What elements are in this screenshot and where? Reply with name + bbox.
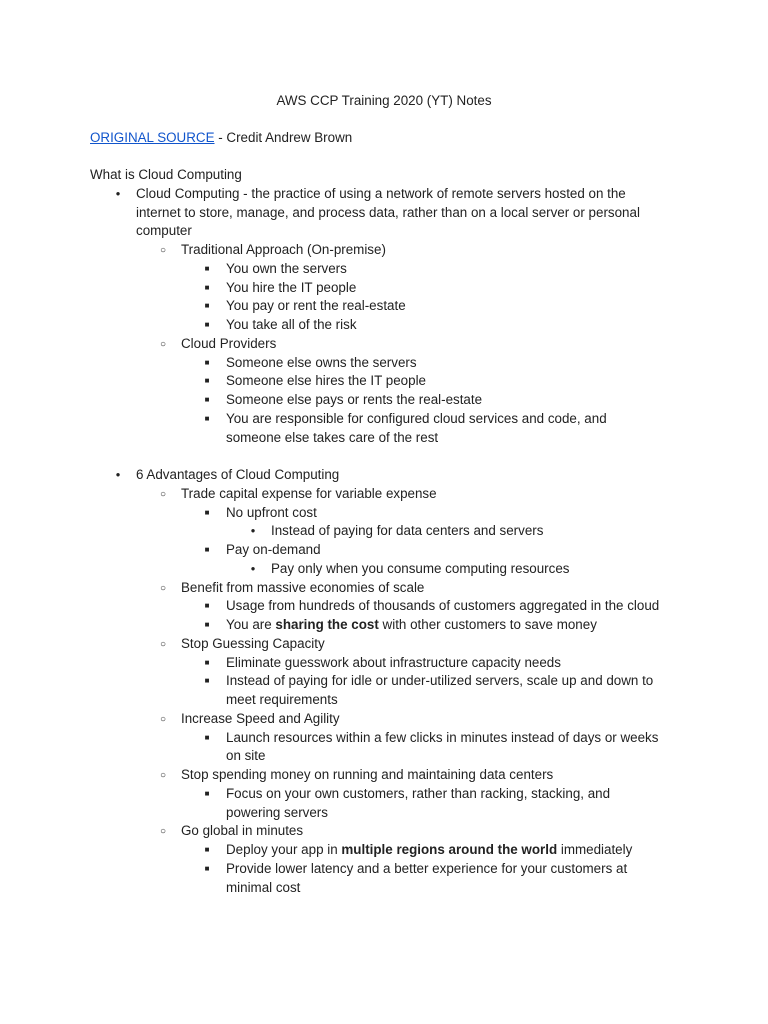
list-item: You hire the IT people: [226, 280, 357, 295]
bullet-circle-icon: [157, 485, 169, 505]
list-item: Someone else hires the IT people: [226, 373, 426, 388]
list-item: You own the servers: [226, 261, 347, 276]
bullet-square-icon: [201, 841, 213, 860]
bullet-square-icon: [201, 354, 213, 373]
list-item: You take all of the risk: [226, 317, 357, 332]
bold-text: multiple regions around the world: [341, 842, 558, 857]
advantage-4: Increase Speed and Agility: [181, 711, 340, 726]
list-item: Eliminate guesswork about infrastructure capacity needs: [226, 655, 561, 670]
bullet-circle-icon: [157, 335, 169, 355]
section-heading: What is Cloud Computing: [90, 167, 242, 182]
bullet-square-icon: [201, 410, 213, 429]
list-item-regions: [226, 841, 632, 860]
list-item-continuation: minimal cost: [226, 880, 301, 895]
cloud-providers: Cloud Providers: [181, 336, 277, 351]
list-item: Focus on your own customers, rather than racking, stacking, and: [226, 786, 611, 801]
list-item: Provide lower latency and a better experience for your customers at: [226, 861, 628, 876]
bullet-square-icon: [201, 279, 213, 298]
list-item-sharing-cost: [226, 616, 597, 635]
bullet-circle-icon: [157, 822, 169, 842]
bullet-circle-icon: [157, 635, 169, 655]
bullet-square-icon: [201, 616, 213, 635]
bullet-square-icon: [201, 541, 213, 560]
bullet-disc-icon: [247, 560, 259, 579]
list-item: Pay on-demand: [226, 542, 321, 557]
source-line: [90, 129, 352, 148]
document-title: AWS CCP Training 2020 (YT) Notes: [276, 93, 492, 108]
list-item: Someone else owns the servers: [226, 355, 417, 370]
list-item-continuation: meet requirements: [226, 692, 338, 707]
bold-text: sharing the cost: [275, 617, 379, 632]
bullet-square-icon: [201, 260, 213, 279]
bullet-square-icon: [201, 729, 213, 748]
definition-line-3: computer: [136, 223, 192, 238]
advantages-heading: 6 Advantages of Cloud Computing: [136, 467, 340, 482]
bullet-square-icon: [201, 860, 213, 879]
list-item: No upfront cost: [226, 505, 317, 520]
bullet-disc-icon: [112, 466, 124, 485]
list-subitem: Instead of paying for data centers and servers: [271, 523, 544, 538]
bullet-disc-icon: [247, 522, 259, 541]
bullet-square-icon: [201, 391, 213, 410]
list-item-continuation: powering servers: [226, 805, 328, 820]
list-subitem: Pay only when you consume computing resources: [271, 561, 570, 576]
text-run: Deploy your app in: [226, 842, 342, 857]
list-item: Someone else pays or rents the real-estate: [226, 392, 483, 407]
advantage-6: Go global in minutes: [181, 823, 304, 838]
list-item: Instead of paying for idle or under-utilized servers, scale up and down to: [226, 673, 654, 688]
bullet-square-icon: [201, 785, 213, 804]
bullet-square-icon: [201, 597, 213, 616]
text-run: with other customers to save money: [378, 617, 597, 632]
bullet-circle-icon: [157, 766, 169, 786]
bullet-disc-icon: [112, 185, 124, 204]
list-item-continuation: on site: [226, 748, 266, 763]
text-run: immediately: [557, 842, 633, 857]
list-item: You are responsible for configured cloud services and code, and: [226, 411, 607, 426]
definition-line-1: Cloud Computing - the practice of using a network of remote servers hosted on the: [136, 186, 626, 201]
list-item: You pay or rent the real-estate: [226, 298, 406, 313]
bullet-square-icon: [201, 654, 213, 673]
traditional-approach: Traditional Approach (On-premise): [181, 242, 386, 257]
source-credit: - Credit Andrew Brown: [214, 130, 353, 145]
original-source-link[interactable]: ORIGINAL SOURCE: [90, 130, 215, 145]
bullet-square-icon: [201, 297, 213, 316]
definition-line-2: internet to store, manage, and process data, rather than on a local server or personal: [136, 205, 640, 220]
bullet-square-icon: [201, 316, 213, 335]
bullet-square-icon: [201, 372, 213, 391]
bullet-square-icon: [201, 504, 213, 523]
advantage-1: Trade capital expense for variable expense: [181, 486, 437, 501]
bullet-square-icon: [201, 672, 213, 691]
list-item-continuation: someone else takes care of the rest: [226, 430, 439, 445]
list-item: Usage from hundreds of thousands of customers aggregated in the cloud: [226, 598, 660, 613]
advantage-5: Stop spending money on running and maintaining data centers: [181, 767, 554, 782]
bullet-circle-icon: [157, 241, 169, 261]
advantage-3: Stop Guessing Capacity: [181, 636, 325, 651]
bullet-circle-icon: [157, 579, 169, 599]
bullet-circle-icon: [157, 710, 169, 730]
advantage-2: Benefit from massive economies of scale: [181, 580, 425, 595]
list-item: Launch resources within a few clicks in minutes instead of days or weeks: [226, 730, 659, 745]
text-run: You are: [226, 617, 276, 632]
